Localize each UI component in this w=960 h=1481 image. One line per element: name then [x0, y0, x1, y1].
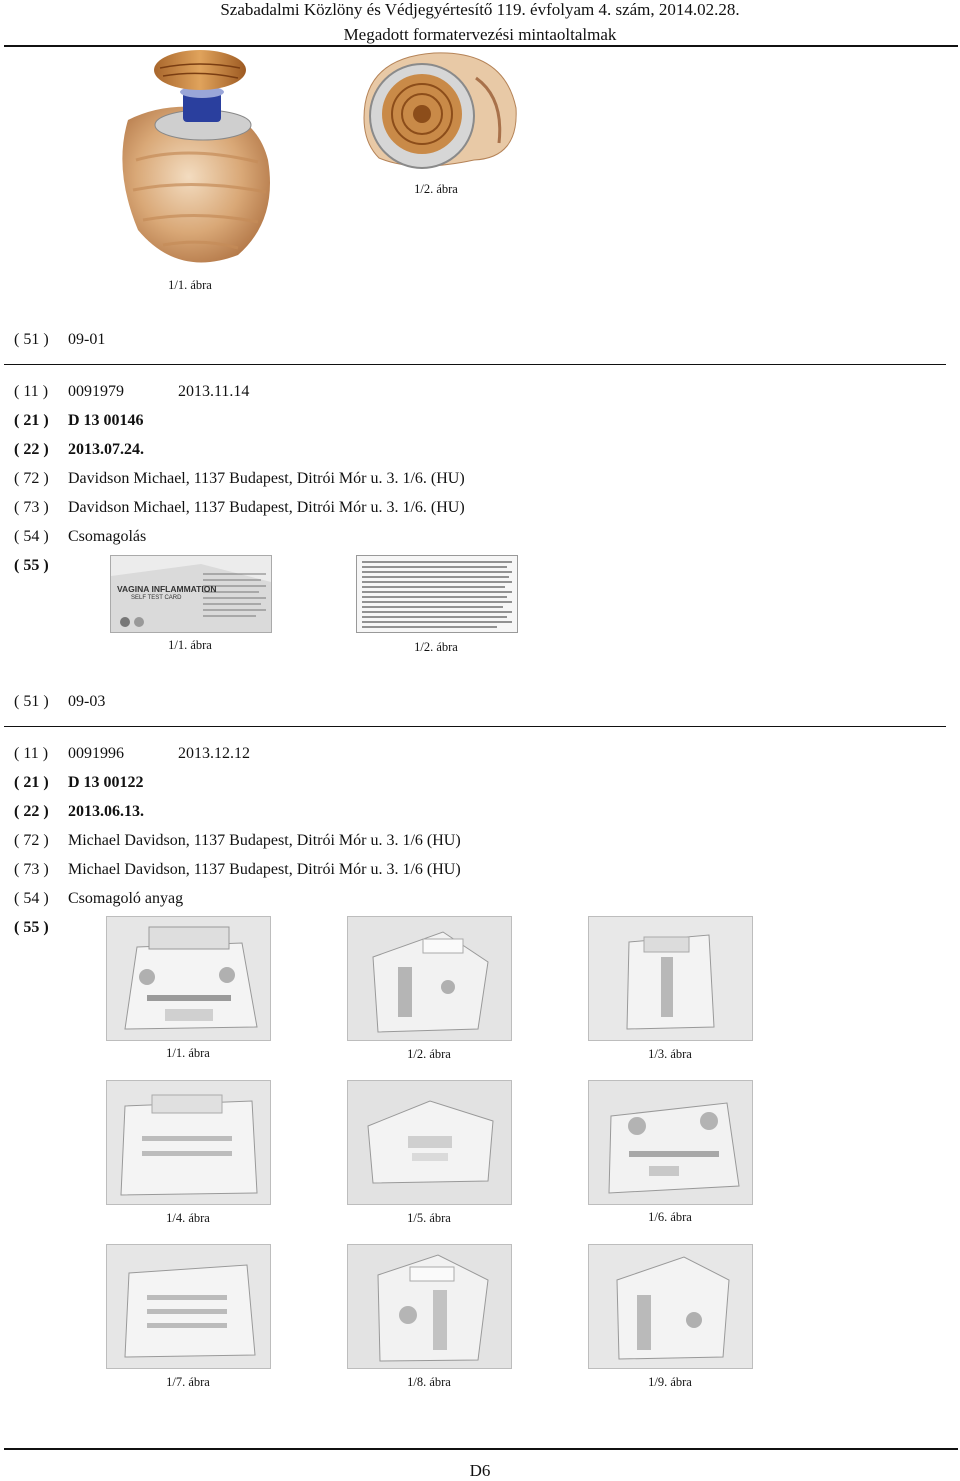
filing-date: 2013.07.24. — [68, 441, 144, 458]
entry1-reg-row — [14, 383, 249, 401]
locarno-class: 09-03 — [68, 693, 106, 710]
figure-caption: 1/2. ábra — [414, 640, 458, 654]
header-divider — [4, 45, 958, 47]
figure-caption: 1/2. ábra — [414, 182, 458, 196]
page-number: D6 — [469, 1461, 491, 1480]
shell-figure-2 — [354, 48, 519, 173]
figure-caption: 1/3. ábra — [648, 1047, 692, 1061]
package-photo — [588, 1080, 753, 1205]
entry2-app-row — [14, 774, 144, 792]
inid-code: ( 73 ) — [14, 861, 49, 878]
inid-code: ( 22 ) — [14, 441, 49, 458]
entry1-holder-row — [14, 499, 465, 517]
card-figure-front — [110, 555, 272, 633]
registration-number: 0091996 — [68, 745, 124, 762]
inid-code: ( 72 ) — [14, 470, 49, 487]
designer: Michael Davidson, 1137 Budapest, Ditrói Mór u. 3. 1/6 (HU) — [68, 832, 461, 849]
entry1-class-row — [14, 331, 105, 349]
figure-caption: 1/4. ábra — [166, 1211, 210, 1225]
shell-figure-1 — [108, 50, 273, 272]
inid-code: ( 72 ) — [14, 832, 49, 849]
registration-number: 0091979 — [68, 383, 124, 400]
entry2-designer-row — [14, 832, 461, 850]
inid-code: ( 11 ) — [14, 383, 49, 400]
package-photo — [347, 1244, 512, 1369]
holder: Michael Davidson, 1137 Budapest, Ditrói Mór u. 3. 1/6 (HU) — [68, 861, 461, 878]
card-figure-back — [356, 555, 518, 633]
design-title: Csomagolás — [68, 528, 147, 545]
footer-divider — [4, 1448, 958, 1450]
inid-code: ( 11 ) — [14, 745, 49, 762]
application-number: D 13 00122 — [68, 774, 144, 791]
registration-date: 2013.11.14 — [178, 383, 250, 400]
design-title: Csomagoló anyag — [68, 890, 184, 907]
card-title: VAGINA INFLAMMATION — [117, 584, 217, 594]
package-photo — [347, 916, 512, 1041]
entry2-figures-row — [14, 919, 68, 937]
inid-code: ( 54 ) — [14, 890, 49, 907]
figure-caption: 1/7. ábra — [166, 1375, 210, 1389]
figure-caption: 1/1. ábra — [168, 638, 212, 652]
entry1-title-row — [14, 528, 146, 546]
entry2-filed-row — [14, 803, 144, 821]
package-photo — [588, 916, 753, 1041]
inid-code: ( 51 ) — [14, 331, 49, 348]
package-photo — [347, 1080, 512, 1205]
package-photo — [106, 1244, 271, 1369]
inid-code: ( 55 ) — [14, 557, 49, 574]
filing-date: 2013.06.13. — [68, 803, 144, 820]
card-subtitle: SELF TEST CARD — [131, 595, 182, 601]
designer: Davidson Michael, 1137 Budapest, Ditrói Mór u. 3. 1/6. (HU) — [68, 470, 465, 487]
figure-caption: 1/1. ábra — [168, 278, 212, 292]
inid-code: ( 73 ) — [14, 499, 49, 516]
entry2-class-row — [14, 693, 105, 711]
figure-caption: 1/1. ábra — [166, 1046, 210, 1060]
entry-divider — [4, 726, 946, 727]
section-title: Megadott formatervezési mintaoltalmak — [343, 25, 617, 44]
inid-code: ( 51 ) — [14, 693, 49, 710]
inid-code: ( 55 ) — [14, 919, 49, 936]
journal-title: Szabadalmi Közlöny és Védjegyértesítő 119. évfolyam 4. szám, 2014.02.28. — [220, 0, 740, 19]
package-photo — [106, 1080, 271, 1205]
entry1-designer-row — [14, 470, 465, 488]
entry2-holder-row — [14, 861, 461, 879]
figure-caption: 1/2. ábra — [407, 1047, 451, 1061]
figure-caption: 1/5. ábra — [407, 1211, 451, 1225]
inid-code: ( 21 ) — [14, 412, 49, 429]
figure-caption: 1/6. ábra — [648, 1210, 692, 1224]
application-number: D 13 00146 — [68, 412, 144, 429]
inid-code: ( 21 ) — [14, 774, 49, 791]
figure-caption: 1/9. ábra — [648, 1375, 692, 1389]
entry1-app-row — [14, 412, 144, 430]
entry1-figures-row — [14, 557, 68, 575]
package-photo — [588, 1244, 753, 1369]
locarno-class: 09-01 — [68, 331, 106, 348]
entry2-reg-row — [14, 745, 250, 763]
entry2-title-row — [14, 890, 183, 908]
entry1-filed-row — [14, 441, 144, 459]
package-photo — [106, 916, 271, 1041]
holder: Davidson Michael, 1137 Budapest, Ditrói Mór u. 3. 1/6. (HU) — [68, 499, 465, 516]
registration-date: 2013.12.12 — [178, 745, 250, 762]
figure-caption: 1/8. ábra — [407, 1375, 451, 1389]
inid-code: ( 54 ) — [14, 528, 49, 545]
entry-divider — [4, 364, 946, 365]
inid-code: ( 22 ) — [14, 803, 49, 820]
